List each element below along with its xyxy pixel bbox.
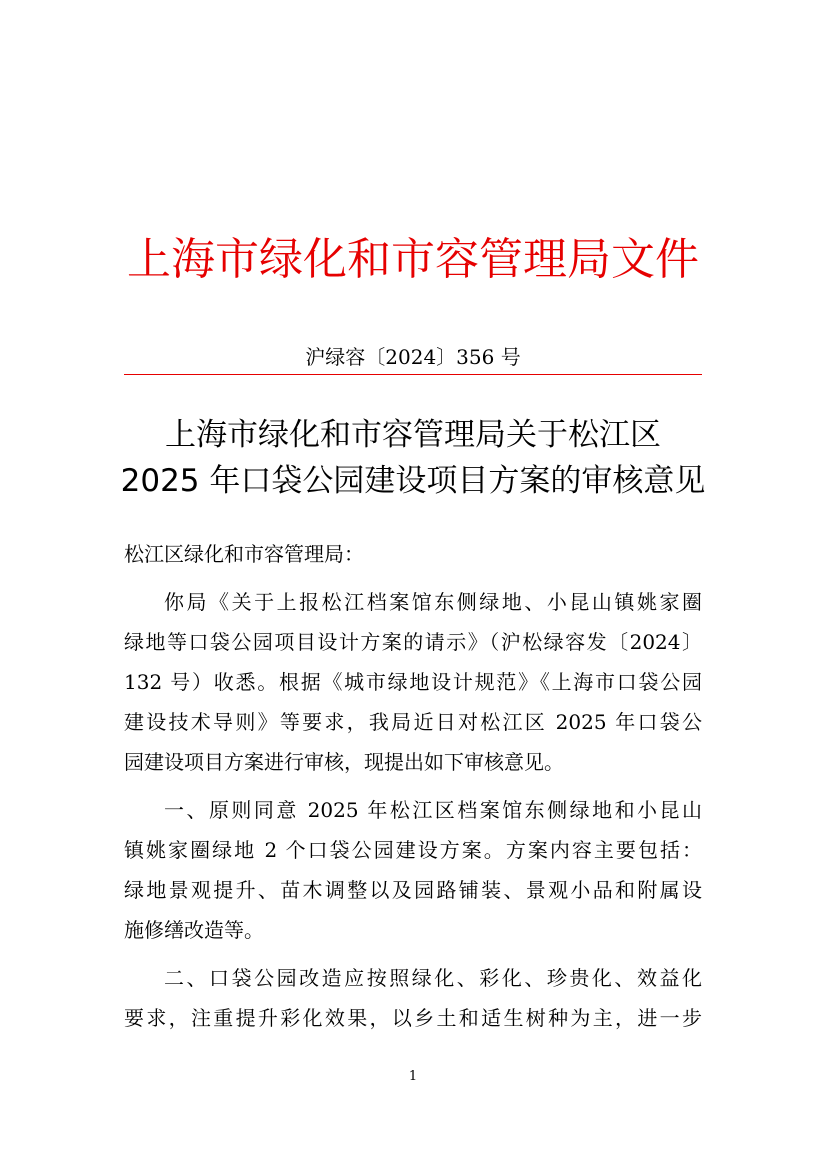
page-number: 1 <box>408 1069 418 1084</box>
body-paragraph-1-line-4: 建设技术导则》等要求，我局近日对松江区 2025 年口袋公 <box>124 710 702 734</box>
document-title-line-2: 2025 年口袋公园建设项目方案的审核意见 <box>120 463 706 499</box>
document-number: 沪绿容〔2024〕356 号 <box>305 345 521 369</box>
masthead-title: 上海市绿化和市容管理局文件 <box>127 234 699 285</box>
body-paragraph-3-line-2: 要求，注重提升彩化效果，以乡土和适生树种为主，进一步 <box>124 1006 702 1030</box>
addressee: 松江区绿化和市容管理局： <box>124 542 364 566</box>
body-paragraph-1-line-1: 你局《关于上报松江档案馆东侧绿地、小昆山镇姚家圈 <box>164 590 702 614</box>
body-paragraph-2-line-2: 镇姚家圈绿地 2 个口袋公园建设方案。方案内容主要包括： <box>124 838 702 862</box>
body-paragraph-3-line-1: 二、口袋公园改造应按照绿化、彩化、珍贵化、效益化 <box>164 966 702 990</box>
body-paragraph-2-line-1: 一、原则同意 2025 年松江区档案馆东侧绿地和小昆山 <box>164 798 702 822</box>
body-paragraph-1-line-3: 132 号）收悉。根据《城市绿地设计规范》《上海市口袋公园 <box>124 670 702 694</box>
document-title <box>0 412 826 504</box>
red-divider-rule <box>124 374 702 375</box>
body-paragraph-2-line-4: 施修缮改造等。 <box>124 918 264 942</box>
body-paragraph-1-line-2: 绿地等口袋公园项目设计方案的请示》（沪松绿容发〔2024〕 <box>124 630 702 654</box>
document-title-line-1: 上海市绿化和市容管理局关于松江区 <box>165 417 661 453</box>
body-paragraph-2-line-3: 绿地景观提升、苗木调整以及园路铺装、景观小品和附属设 <box>124 878 702 902</box>
body-paragraph-1-line-5: 园建设项目方案进行审核，现提出如下审核意见。 <box>124 750 564 774</box>
